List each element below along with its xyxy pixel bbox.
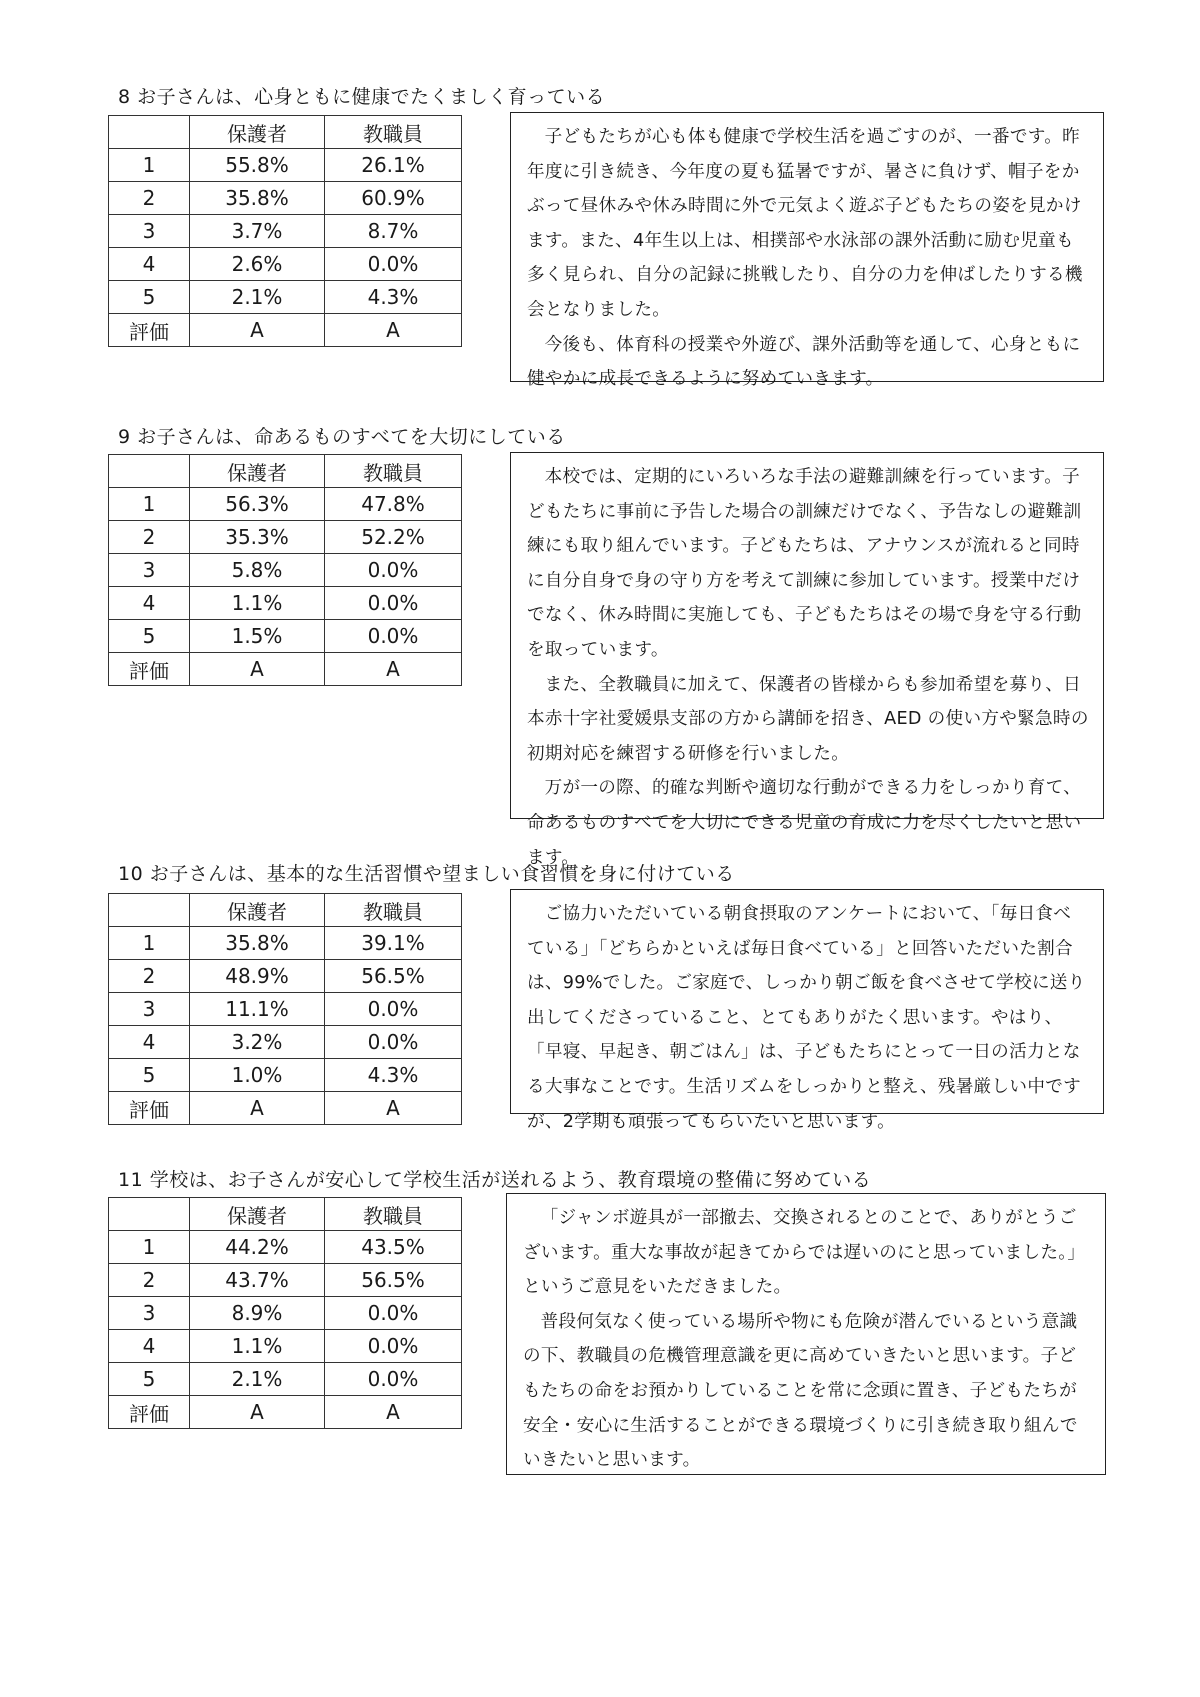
parent-value: 8.9% (190, 1297, 325, 1330)
row-label: 4 (109, 587, 190, 620)
staff-value: 0.0% (325, 1026, 462, 1059)
table-row (109, 149, 462, 182)
row-label: 2 (109, 960, 190, 993)
table-row (109, 587, 462, 620)
parent-value: 1.1% (190, 1330, 325, 1363)
table-row (109, 1297, 462, 1330)
table-row (109, 488, 462, 521)
evaluation-label: 評価 (109, 1092, 190, 1125)
evaluation-row (109, 314, 462, 347)
table-row (109, 215, 462, 248)
parent-value: 35.8% (190, 182, 325, 215)
parent-evaluation: A (190, 1396, 325, 1429)
staff-evaluation: A (325, 1396, 462, 1429)
parent-value: 2.1% (190, 281, 325, 314)
staff-value: 0.0% (325, 1363, 462, 1396)
row-label: 3 (109, 1297, 190, 1330)
staff-value: 4.3% (325, 281, 462, 314)
row-label: 3 (109, 215, 190, 248)
table-row (109, 554, 462, 587)
table-row (109, 248, 462, 281)
evaluation-row (109, 653, 462, 686)
staff-evaluation: A (325, 314, 462, 347)
staff-value: 4.3% (325, 1059, 462, 1092)
table-row (109, 1026, 462, 1059)
question-title: 9 お子さんは、命あるものすべてを大切にしている (118, 426, 566, 448)
table-header-row (109, 116, 462, 149)
question-title: 11 学校は、お子さんが安心して学校生活が送れるよう、教育環境の整備に努めている (118, 1169, 872, 1191)
staff-value: 0.0% (325, 1297, 462, 1330)
table-header-row (109, 1198, 462, 1231)
staff-value: 26.1% (325, 149, 462, 182)
question-title: 8 お子さんは、心身ともに健康でたくましく育っている (118, 86, 606, 108)
comment-paragraph: 本校では、定期的にいろいろな手法の避難訓練を行っています。子どもたちに事前に予告した場合の訓練だけでなく、予告なしの避難訓練にも取り組んでいます。子どもたちは、アナウンスが流れると同時に自分自身で身の守り方を考えて訓練に参加しています。授業中だけでなく、休み時間に実施しても、子どもたちはその場で身を守る行動を取っています。 (527, 467, 1082, 660)
header-staff: 教職員 (325, 455, 462, 488)
results-table (108, 893, 462, 1125)
table-row (109, 1264, 462, 1297)
table-row (109, 1363, 462, 1396)
parent-value: 56.3% (190, 488, 325, 521)
header-blank-cell (109, 455, 190, 488)
row-label: 5 (109, 620, 190, 653)
parent-value: 5.8% (190, 554, 325, 587)
table-header-row (109, 455, 462, 488)
comment-box (506, 1193, 1106, 1475)
parent-value: 3.2% (190, 1026, 325, 1059)
comment-paragraph: ご協力いただいている朝食摂取のアンケートにおいて、「毎日食べている」「どちらかといえば毎日食べている」と回答いただいた割合は、99%でした。ご家庭で、しっかり朝ご飯を食べさせて学校に送り出してくださっていること、とてもありがたく思います。やはり、「早寝、早起き、朝ごはん」は、子どもたちにとって一日の活力となる大事なことです。生活リズムをしっかりと整え、残暑厳しい中ですが、2学期も頑張ってもらいたいと思います。 (527, 904, 1086, 1132)
header-staff: 教職員 (325, 1198, 462, 1231)
staff-value: 8.7% (325, 215, 462, 248)
row-label: 5 (109, 1059, 190, 1092)
row-label: 3 (109, 993, 190, 1026)
header-blank-cell (109, 1198, 190, 1231)
evaluation-label: 評価 (109, 314, 190, 347)
comment-paragraph: 万が一の際、的確な判断や適切な行動ができる力をしっかり育て、命あるものすべてを大切にできる児童の育成に力を尽くしたいと思います。 (527, 778, 1082, 868)
comment-paragraph: 普段何気なく使っている場所や物にも危険が潜んでいるという意識の下、教職員の危機管理意識を更に高めていきたいと思います。子どもたちの命をお預かりしていることを常に念頭に置き、子どもたちが安全・安心に生活することができる環境づくりに引き続き取り組んでいきたいと思います。 (523, 1311, 1078, 1471)
parent-value: 44.2% (190, 1231, 325, 1264)
parent-value: 1.1% (190, 587, 325, 620)
evaluation-row (109, 1396, 462, 1429)
row-label: 4 (109, 1330, 190, 1363)
row-label: 2 (109, 182, 190, 215)
table-row (109, 927, 462, 960)
parent-value: 48.9% (190, 960, 325, 993)
header-parent: 保護者 (190, 116, 325, 149)
parent-value: 3.7% (190, 215, 325, 248)
parent-value: 43.7% (190, 1264, 325, 1297)
parent-evaluation: A (190, 653, 325, 686)
comment-box (510, 889, 1104, 1132)
staff-value: 56.5% (325, 960, 462, 993)
parent-value: 11.1% (190, 993, 325, 1026)
table-row (109, 1330, 462, 1363)
header-blank-cell (109, 894, 190, 927)
parent-evaluation: A (190, 314, 325, 347)
table-row (109, 960, 462, 993)
comment-paragraph: 子どもたちが心も体も健康で学校生活を過ごすのが、一番です。昨年度に引き続き、今年度の夏も猛暑ですが、暑さに負けず、帽子をかぶって昼休みや休み時間に外で元気よく遊ぶ子どもたちの姿を見かけます。また、4年生以上は、相撲部や水泳部の課外活動に励む児童も多く見られ、自分の記録に挑戦したり、自分の力を伸ばしたりする機会となりました。 (527, 127, 1083, 320)
header-staff: 教職員 (325, 116, 462, 149)
parent-value: 2.1% (190, 1363, 325, 1396)
row-label: 1 (109, 149, 190, 182)
table-row (109, 1231, 462, 1264)
staff-value: 39.1% (325, 927, 462, 960)
parent-value: 2.6% (190, 248, 325, 281)
staff-value: 0.0% (325, 554, 462, 587)
parent-value: 35.8% (190, 927, 325, 960)
staff-value: 0.0% (325, 993, 462, 1026)
evaluation-label: 評価 (109, 1396, 190, 1429)
staff-value: 52.2% (325, 521, 462, 554)
staff-value: 56.5% (325, 1264, 462, 1297)
table-header-row (109, 894, 462, 927)
comment-paragraph: 「ジャンボ遊具が一部撤去、交換されるとのことで、ありがとうございます。重大な事故が起きてからでは遅いのにと思っていました。」というご意見をいただきました。 (523, 1208, 1086, 1298)
row-label: 4 (109, 1026, 190, 1059)
staff-value: 0.0% (325, 620, 462, 653)
staff-value: 0.0% (325, 248, 462, 281)
staff-evaluation: A (325, 1092, 462, 1125)
parent-value: 1.5% (190, 620, 325, 653)
staff-value: 43.5% (325, 1231, 462, 1264)
row-label: 1 (109, 488, 190, 521)
table-row (109, 993, 462, 1026)
evaluation-row (109, 1092, 462, 1125)
results-table (108, 115, 462, 347)
question-title: 10 お子さんは、基本的な生活習慣や望ましい食習慣を身に付けている (118, 863, 735, 885)
row-label: 2 (109, 1264, 190, 1297)
parent-value: 35.3% (190, 521, 325, 554)
results-table (108, 454, 462, 686)
parent-value: 1.0% (190, 1059, 325, 1092)
table-row (109, 620, 462, 653)
staff-value: 47.8% (325, 488, 462, 521)
comment-box (510, 452, 1104, 868)
staff-value: 0.0% (325, 1330, 462, 1363)
comment-paragraph: また、全教職員に加えて、保護者の皆様からも参加希望を募り、日本赤十字社愛媛県支部の方から講師を招き、AED の使い方や緊急時の初期対応を練習する研修を行いました。 (527, 674, 1089, 764)
table-row (109, 281, 462, 314)
header-blank-cell (109, 116, 190, 149)
parent-evaluation: A (190, 1092, 325, 1125)
staff-value: 0.0% (325, 587, 462, 620)
header-parent: 保護者 (190, 1198, 325, 1231)
row-label: 4 (109, 248, 190, 281)
parent-value: 55.8% (190, 149, 325, 182)
row-label: 5 (109, 281, 190, 314)
header-parent: 保護者 (190, 455, 325, 488)
row-label: 3 (109, 554, 190, 587)
row-label: 1 (109, 927, 190, 960)
header-parent: 保護者 (190, 894, 325, 927)
staff-evaluation: A (325, 653, 462, 686)
comment-paragraph: 今後も、体育科の授業や外遊び、課外活動等を通して、心身ともに健やかに成長できるように努めていきます。 (527, 334, 1081, 390)
header-staff: 教職員 (325, 894, 462, 927)
comment-box (510, 112, 1104, 390)
table-row (109, 521, 462, 554)
row-label: 5 (109, 1363, 190, 1396)
results-table (108, 1197, 462, 1429)
row-label: 1 (109, 1231, 190, 1264)
row-label: 2 (109, 521, 190, 554)
staff-value: 60.9% (325, 182, 462, 215)
table-row (109, 1059, 462, 1092)
evaluation-label: 評価 (109, 653, 190, 686)
table-row (109, 182, 462, 215)
